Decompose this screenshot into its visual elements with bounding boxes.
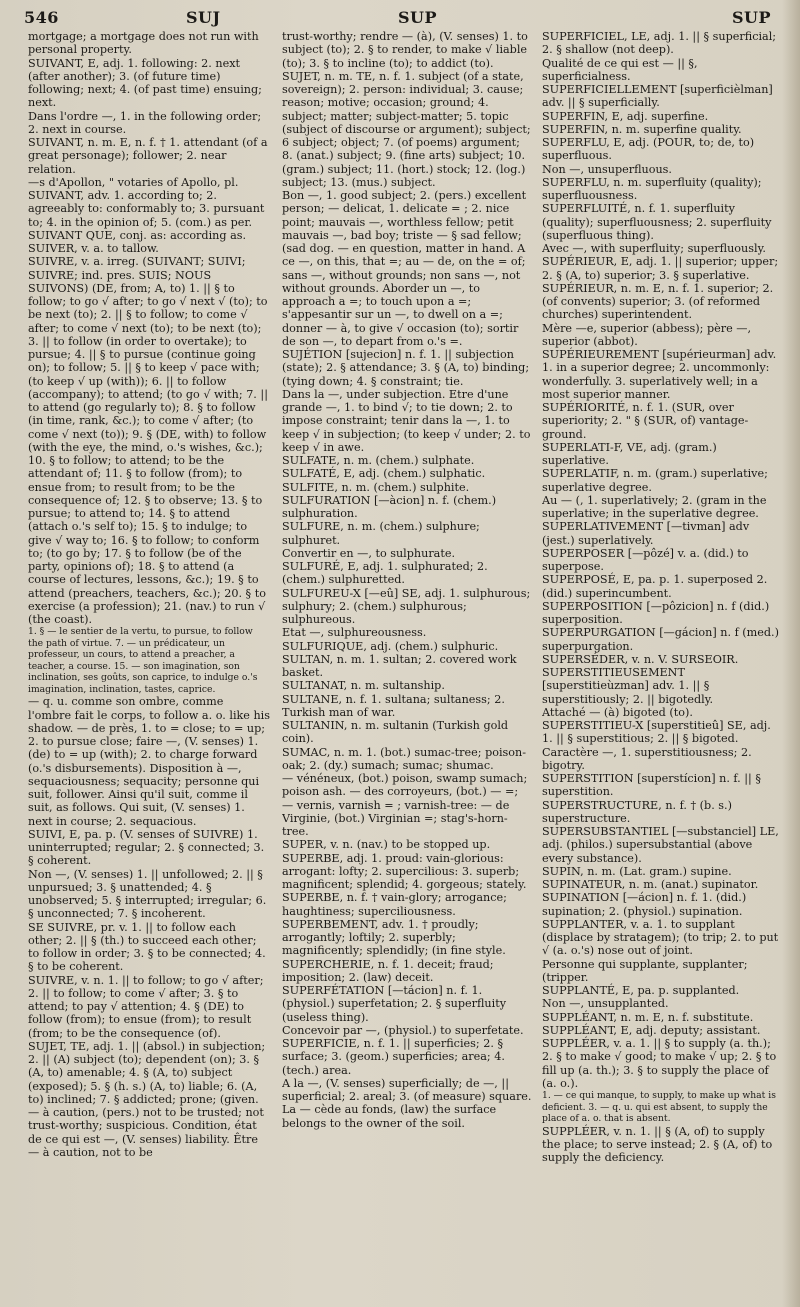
dictionary-entry: Attaché — (à) bigoted (to). [542, 705, 693, 719]
dictionary-entry: Au — (, 1. superlatively; 2. (gram in the superlative; in the superlative degree. [542, 493, 767, 520]
right-guide-word: SUP [732, 8, 772, 27]
dictionary-entry: SUIVANT QUE, conj. as: according as. [28, 228, 247, 242]
dictionary-entry: SULTANAT, n. m. sultanship. [282, 679, 445, 693]
dictionary-entry: A la —, (V. senses) superficially; de —, || superficial; 2. areal; 3. (of measure) square. La — cède au fonds, (law) the surface belongs to the owner of the soil. [282, 1076, 532, 1130]
dictionary-entry: Concevoir par —, (physiol.) to superfetate. [282, 1023, 524, 1037]
dictionary-entry: SUIVANT, E, adj. 1. following: 2. next (after another); 3. (of future time) following; next; 4. (of past time) ensuing; next. [28, 56, 262, 110]
dictionary-entry: SULFURÉ, E, adj. 1. sulphurated; 2. (chem.) sulphuretted. [282, 560, 488, 587]
dictionary-entry: SUPERSTITION [superstícion] n. f. || § superstition. [542, 772, 761, 799]
dictionary-entry: Convertir en —, to sulphurate. [282, 546, 456, 560]
dictionary-entry: SULTAN, n. m. 1. sultan; 2. covered work basket. [282, 652, 517, 679]
dictionary-entry: SUPERSTITIEU-X [superstitieû] SE, adj. 1. || § superstitious; 2. || § bigoted. [542, 719, 771, 746]
dictionary-entry: SUPERFICIEL, LE, adj. 1. || § superficial; 2. § shallow (not deep). [542, 30, 777, 57]
dictionary-entry: SULFURE, n. m. (chem.) sulphure; sulphuret. [282, 520, 480, 547]
dictionary-entry: SUPERLATIVEMENT [—tivman] adv (jest.) superlatively. [542, 520, 750, 547]
dictionary-entry: Non —, unsuperfluous. [542, 162, 672, 176]
dictionary-entry: SUPERPOSÉ, E, pa. p. 1. superposed 2. (did.) superincumbent. [542, 573, 768, 600]
dictionary-entry: SUIVI, E, pa. p. (V. senses of SUIVRE) 1. uninterrupted; regular; 2. § connected; 3. § coherent. [28, 827, 265, 868]
dictionary-entry: SUPERPOSITION [—pôzicion] n. f (did.) superposition. [542, 599, 770, 626]
dictionary-entry: SUPPLÉER, v. a. 1. || § to supply (a. th.); 2. § to make √ good; to make √ up; 2. § to fill up (a. th.); 3. § to supply the place of (a. o.). [542, 1037, 777, 1090]
dictionary-entry: SUPERSTITIEUSEMENT [superstitieùzman] adv. 1. || § superstitiously; 2. || bigotedly. [542, 666, 714, 706]
dictionary-entry: SUMAC, n. m. 1. (bot.) sumac-tree; poison-oak; 2. (dy.) sumach; sumac; shumac. [282, 745, 527, 772]
dictionary-entry: SUPPLÉANT, E, adj. deputy; assistant. [542, 1023, 761, 1037]
dictionary-entry: trust-worthy; rendre — (à), (V. senses) 1. to subject (to); 2. § to render, to make √ liable (to); 3. § to incline (to); to addict (to). [282, 30, 528, 70]
dictionary-entry: SUPINATEUR, n. m. (anat.) supinator. [542, 878, 759, 891]
dictionary-entry: Non —, (V. senses) 1. || unfollowed; 2. || § unpursued; 3. § unattended; 4. § unobserved; 5. § interrupted; irregular; 6. § unconnected; 7. § incoherent. [28, 867, 267, 921]
running-header [0, 8, 800, 30]
dictionary-entry: SULFUREU-X [—eû] SE, adj. 1. sulphurous; sulphury; 2. (chem.) sulphurous; sulphureous. [282, 586, 531, 626]
dictionary-entry: SUPERPURGATION [—gácion] n. f (med.) superpurgation. [542, 626, 779, 653]
dictionary-entry: SUPPLANTER, v. a. 1. to supplant (displace by stratagem); (to trip; 2. to put √ (a. o.'s) nose out of joint. [542, 917, 779, 958]
dictionary-entry: SUPERFÉTATION [—tácion] n. f. 1. (physiol.) superfetation; 2. § superfluity (useless thing). [282, 984, 507, 1024]
dictionary-entry: mortgage; a mortgage does not run with personal property. [28, 30, 259, 57]
dictionary-entry: — à caution, (pers.) not to be trusted; not trust-worthy; suspicious. Condition, état de ce qui est —, (V. senses) liability. Être — à caution, not to be [28, 1106, 264, 1159]
dictionary-entry: SULFURIQUE, adj. (chem.) sulphuric. [282, 639, 499, 653]
dictionary-entry: SUIVER, v. a. to tallow. [28, 242, 159, 255]
dictionary-entry: SULFATE, n. m. (chem.) sulphate. [282, 454, 475, 467]
dictionary-entry: SUPERLATI-F, VE, adj. (gram.) superlative. [542, 440, 717, 467]
page-number: 546 [24, 8, 59, 27]
dictionary-entry: SUPERFICIE, n. f. 1. || superficies; 2. § surface; 3. (geom.) superficies; area; 4. (tech.) area. [282, 1037, 505, 1077]
dictionary-entry: SUPIN, n. m. (Lat. gram.) supine. [542, 864, 732, 878]
dictionary-entry: SUPPLANTÉ, E, pa. p. supplanted. [542, 984, 740, 997]
dictionary-entry: SUPÉRIORITÉ, n. f. 1. (SUR, over superiority; 2. " § (SUR, of) vantage-ground. [542, 401, 749, 441]
dictionary-entry: SULFITE, n. m. (chem.) sulphite. [282, 480, 470, 494]
dictionary-entry: — vénéneux, (bot.) poison, swamp sumach; poison ash. — des corroyeurs, (bot.) — =; — vernis, varnish = ; varnish-tree: — de Virginie, (bot.) Virginian =; stag's-horn-tree. [282, 772, 528, 838]
dictionary-entry: SUPPLÉER, v. n. 1. || § (A, of) to supply the place; to serve instead; 2. § (A, of) to supply the deficiency. [542, 1124, 773, 1164]
dictionary-entry: SUIVRE, v. n. 1. || to follow; to go √ after; 2. || to follow; to come √ after; 3. § to attend; to pay √ attention; 4. § (DE) to follow (from); to ensue (from); to result (from; to be the consequence (of). [28, 973, 264, 1040]
dictionary-entry: SUPERFLU, n. m. superfluity (quality); superfluousness. [542, 175, 762, 202]
column-middle [282, 30, 532, 1297]
dictionary-entry: SUPERBEMENT, adv. 1. † proudly; arrogantly; loftily; 2. superbly; magnificently; splendidly; (in fine style. [282, 917, 506, 958]
dictionary-entry: SUPERFLU, E, adj. (POUR, to; de, to) superfluous. [542, 136, 755, 163]
dictionary-entry: 1. — ce qui manque, to supply, to make up what is deficient. 3. — q. u. qui est absent, to supply the place of a. o. that is absent. [542, 1090, 776, 1124]
dictionary-entry: SUPERFLUITÉ, n. f. 1. superfluity (quality); superfluousness; 2. superfluity (superfluous thing). [542, 202, 772, 242]
dictionary-entry: SUPÉRIEUR, n. m. E, n. f. 1. superior; 2. (of convents) superior; 3. (of reformed churches) superintendent. [542, 281, 774, 322]
dictionary-entry: SUJÉTION [sujecion] n. f. 1. || subjection (state); 2. § attendance; 3. § (A, to) binding; (tying down; 4. § constraint; tie. [282, 348, 530, 388]
dictionary-entry: SUPERSTRUCTURE, n. f. † (b. s.) superstructure. [542, 798, 732, 825]
center-guide-word: SUP [398, 8, 438, 27]
dictionary-entry: Qualité de ce qui est — || §, superficialness. [542, 56, 698, 83]
dictionary-entry: Etat —, sulphureousness. [282, 626, 427, 640]
dictionary-entry: Personne qui supplante, supplanter; (tripper. [542, 957, 748, 984]
column-right [542, 30, 780, 1297]
dictionary-entry: —s d'Apollon, " votaries of Apollo, pl. [28, 175, 239, 189]
dictionary-entry: SUPÉRIEUREMENT [supérieurman] adv. 1. in a superior degree; 2. uncommonly: wonderfully. 3. superlatively well; in a most superior manner. [542, 348, 777, 401]
column-left [28, 30, 270, 1297]
dictionary-entry: Bon —, 1. good subject; 2. (pers.) excellent person; — delicat, 1. delicate = ; 2. nice point; mauvais —, worthless fellow; petit mauvais —, bad boy; triste — § sad fellow; (sad dog. — en question, matter in hand. A ce —, on this, that =; au — de, on the = of; sans —, without grounds; non sans —, not without grounds. Aborder un —, to approach a =; to touch upon a =; s'appesantir sur un —, to dwell on a =; donner — à, to give √ occasion (to); sortir de son —, to depart from o.'s =. [282, 189, 527, 348]
dictionary-entry: Avec —, with superfluity; superfluously. [542, 242, 766, 255]
dictionary-entry: — q. u. comme son ombre, comme l'ombre fait le corps, to follow a. o. like his shadow. — de près, 1. to = close; to = up; 2. to pursue close; faire —, (V. senses) 1. (de) to = up (with); 2. to charge forward (o.'s disbursements). Disposition à —, sequaciousness; sequacity; personne qui suit, follower. Ainsi qu'il suit, comme il suit, as follows. Qui suit, (V. senses) 1. next in course; 2. sequacious. [28, 695, 270, 828]
dictionary-entry: SUPERSÉDER, v. n. V. SURSEOIR. [542, 652, 739, 666]
dictionary-entry: SULTANIN, n. m. sultanin (Turkish gold coin). [282, 719, 509, 746]
dictionary-entry: SUPERBE, n. f. † vain-glory; arrogance; haughtiness; superciliousness. [282, 891, 507, 918]
dictionary-entry: SUPERFICIELLEMENT [superficièlman] adv. || § superficially. [542, 83, 773, 110]
dictionary-entry: SUPERFIN, n. m. superfine quality. [542, 122, 742, 136]
dictionary-entry: SUPERBE, adj. 1. proud: vain-glorious: arrogant: lofty; 2. supercilious: 3. superb; magnificent; splendid; 4. gorgeous; stately. [282, 851, 527, 891]
dictionary-entry: Mère —e, superior (abbess); père —, superior (abbot). [542, 321, 752, 348]
dictionary-entry: SUPÉRIEUR, E, adj. 1. || superior; upper; 2. § (A, to) superior; 3. § superlative. [542, 255, 779, 282]
dictionary-entry: SUIVRE, v. a. irreg. (SUIVANT; SUIVI; SUIVRE; ind. pres. SUIS; NOUS SUIVONS) (DE, from; A, to) 1. || § to follow; to go √ after; to go √ next √ (to); to be next (to); 2. || § to follow; to come √ after; to come √ next (to); to be next (to); 3. || to follow (in order to overtake); to pursue; 4. || § to pursue (continue going on); to follow; 5. || § to keep √ pace with; (to keep √ up (with)); 6. || to follow (accompany); to attend; (to go √ with; 7. || to attend (go regularly to); 8. § to follow (in time, rank, &c.); to come √ after; (to come √ next (to)); 9. § (DE, with) to follow (with the eye, the mind, o.'s wishes, &c.); 10. § to follow; to attend; to be the attendant of; 11. § to follow (from); to ensue from; to result from; to be the consequence of; 12. § to observe; 13. § to pursue; to attend to; 14. § to attend (attach o.'s self to); 15. § to indulge; to give √ way to; 16. § to follow; to conform to; (to go by; 17. § to follow (be of the party, opinions of); 18. § to attend (a course of lectures, lessons, &c.); 19. § to attend (preachers, teachers, &c.); 20. § to exercise (a profession); 21. (nav.) to run √ (the coast). [28, 255, 268, 626]
dictionary-entry: SUPERLATIF, n. m. (gram.) superlative; superlative degree. [542, 467, 768, 494]
dictionary-entry: SE SUIVRE, pr. v. 1. || to follow each other; 2. || § (th.) to succeed each other; to follow in order; 3. § to be connected; 4. § to be coherent. [28, 920, 266, 974]
dictionary-entry: SUPERCHERIE, n. f. 1. deceit; fraud; imposition; 2. (law) deceit. [282, 957, 494, 984]
dictionary-entry: SUJET, n. m. TE, n. f. 1. subject (of a state, sovereign); 2. person: individual; 3. cause; reason; motive; occasion; ground; 4. subject; matter; subject-matter; 5. topic (subject of discourse or argument); subject; 6 subject; object; 7. (of poems) argument; 8. (anat.) subject; 9. (fine arts) subject; 10. (gram.) subject; 11. (hort.) stock; 12. (log.) subject; 13. (mus.) subject. [282, 69, 531, 189]
dictionary-entry: SULTANE, n. f. 1. sultana; sultaness; 2. Turkish man of war. [282, 692, 505, 719]
dictionary-entry: SUIVANT, n. m. E, n. f. † 1. attendant (of a great personage); follower; 2. near relation. [28, 136, 268, 176]
dictionary-entry: SUIVANT, adv. 1. according to; 2. agreeably to: conformably to; 3. pursuant to; 4. in the opinion of; 5. (com.) as per. [28, 189, 265, 229]
dictionary-entry: SUPERFIN, E, adj. superfine. [542, 109, 709, 123]
dictionary-entry: SUPINATION [—ácion] n. f. 1. (did.) supination; 2. (physiol.) supination. [542, 891, 747, 918]
dictionary-entry: SULFURATION [—àcion] n. f. (chem.) sulphuration. [282, 493, 497, 520]
dictionary-entry: Non —, unsupplanted. [542, 997, 669, 1011]
dictionary-entry: SUPERSUBSTANTIEL [—substanciel] LE, adj. (philos.) supersubstantial (above every substance). [542, 825, 779, 865]
dictionary-entry: SUJET, TE, adj. 1. || (absol.) in subjection; 2. || (A) subject (to); dependent (on); 3. § (A, to) amenable; 4. § (A, to) subject (exposed); 5. § (h. s.) (A, to) liable; 6. (A, to) inclined; 7. § addicted; prone; (given. [28, 1039, 266, 1106]
left-guide-word: SUJ [186, 8, 221, 27]
dictionary-entry: Caractère —, 1. superstitiousness; 2. bigotry. [542, 745, 752, 772]
dictionary-entry: Dans l'ordre —, 1. in the following order; 2. next in course. [28, 109, 262, 136]
dictionary-entry: SUPERPOSER [—pôzé] v. a. (did.) to superpose. [542, 546, 749, 573]
dictionary-entry: SUPPLÉANT, n. m. E, n. f. substitute. [542, 1010, 754, 1024]
dictionary-entry: Dans la —, under subjection. Etre d'une grande —, 1. to bind √; to tie down; 2. to impose constraint; tenir dans la —, 1. to keep √ in subjection; (to keep √ under; 2. to keep √ in awe. [282, 387, 531, 454]
dictionary-entry: SULFATÉ, E, adj. (chem.) sulphatic. [282, 467, 486, 481]
dictionary-entry: SUPER, v. n. (nav.) to be stopped up. [282, 838, 491, 852]
dictionary-entry: 1. § — le sentier de la vertu, to pursue, to follow the path of virtue. 7. — un prédicateur, un professeur, un cours, to attend a preacher, a teacher, a course. 15. — son imagination, son inclination, ses goûts, son caprice, to indulge o.'s imagination, inclination, tastes, caprice. [28, 626, 258, 695]
